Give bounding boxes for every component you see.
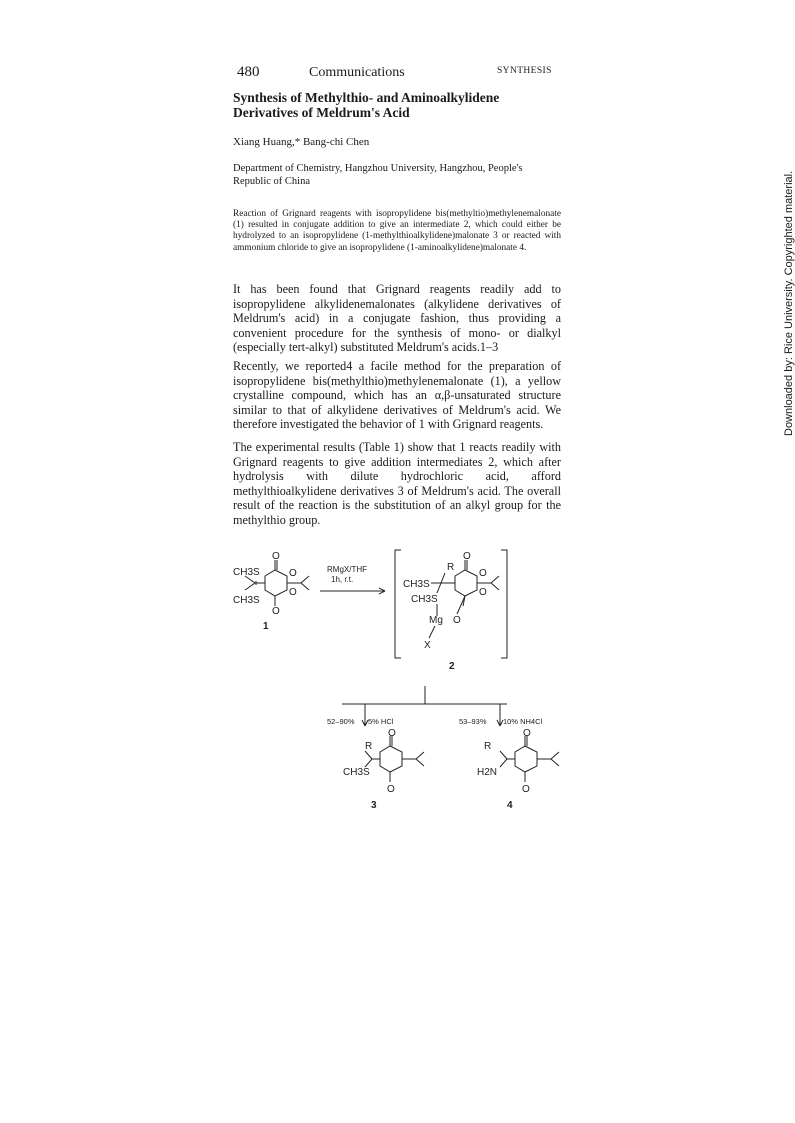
- atom-label: O: [522, 784, 530, 795]
- section-label: Communications: [309, 65, 405, 80]
- yield-label: 52–90%: [327, 717, 355, 726]
- atom-label: CH3S: [403, 579, 430, 590]
- compound-number: 4: [507, 800, 513, 811]
- atom-label: X: [424, 640, 431, 651]
- atom-label: CH3S: [233, 567, 260, 578]
- compound-number: 1: [263, 621, 269, 632]
- reaction-scheme: [225, 546, 565, 811]
- atom-label: R: [447, 562, 455, 573]
- atom-label: O: [463, 551, 471, 562]
- page-number: 480: [237, 64, 260, 80]
- article-abstract: Reaction of Grignard reagents with isopropylidene bis(methyltio)methylenemalonate (1) resulted in conjugate addition to give an intermediate 2, which could either be hydrolyzed to an isopropylidene (1-methylthioalkylidene)malonate 3 or reacted with ammonium chloride to give an isopropylidene (1-aminoalkylidene)malonate 4.: [233, 209, 561, 253]
- atom-label: O: [453, 615, 461, 626]
- reagent-condition: 1h, r.t.: [331, 575, 354, 584]
- atom-label: CH3S: [233, 595, 260, 606]
- atom-label: Mg: [429, 615, 443, 626]
- atom-label: O: [388, 728, 396, 739]
- atom-label: R: [365, 741, 373, 752]
- atom-label: O: [387, 784, 395, 795]
- journal-name: SYNTHESIS: [497, 66, 552, 76]
- atom-label: CH3S: [343, 767, 370, 778]
- article-title: Synthesis of Methylthio- and Aminoalkylidene Derivatives of Meldrum's Acid: [233, 90, 500, 120]
- atom-label: O: [479, 568, 487, 579]
- atom-label: H2N: [477, 767, 498, 778]
- body-paragraph: Recently, we reported4 a facile method for the preparation of isopropylidene bis(methylthio)methylenemalonate (1), a yellow crystalline compound, which has an α,β-unsaturated structure similar to that of alkylidene derivatives of Meldrum's acid. We therefore investigated the behavior of 1 with Grignard reagents.: [233, 359, 561, 432]
- atom-label: O: [272, 551, 280, 562]
- atom-label: O: [272, 606, 280, 617]
- reagent-label: 10% NH4Cl: [503, 717, 543, 726]
- body-paragraph: It has been found that Grignard reagents readily add to isopropylidene alkylidenemalonates (alkylidene derivatives of Meldrum's acid) in a conjugate fashion, thus providing a convenient procedure for the synthesis of mono- or dialkyl (especially tert-alkyl) substituted Meldrum's acids.1–3: [233, 282, 561, 355]
- compound-number: 3: [371, 800, 377, 811]
- atom-label: O: [289, 587, 297, 598]
- atom-label: O: [479, 587, 487, 598]
- atom-label: CH3S: [411, 594, 438, 605]
- article-authors: Xiang Huang,* Bang-chi Chen: [233, 136, 370, 148]
- atom-label: O: [289, 568, 297, 579]
- yield-label: 53–93%: [459, 717, 487, 726]
- compound-number: 2: [449, 661, 455, 672]
- article-affiliation: Department of Chemistry, Hangzhou University, Hangzhou, People's Republic of China: [233, 163, 523, 187]
- atom-label: O: [523, 728, 531, 739]
- reagent-label: RMgX/THF: [327, 565, 367, 574]
- atom-label: R: [484, 741, 492, 752]
- download-watermark: Downloaded by: Rice University. Copyrighted material.: [783, 170, 795, 436]
- reagent-label: 5% HCl: [368, 717, 394, 726]
- body-paragraph: The experimental results (Table 1) show that 1 reacts readily with Grignard reagents to give addition intermediates 2, which after hydrolysis with dilute hydrochloric acid, afford methylthioalkylidene derivatives 3 of Meldrum's acid. The overall result of the reaction is the substitution of an alkyl group for the methylthio group.: [233, 440, 561, 527]
